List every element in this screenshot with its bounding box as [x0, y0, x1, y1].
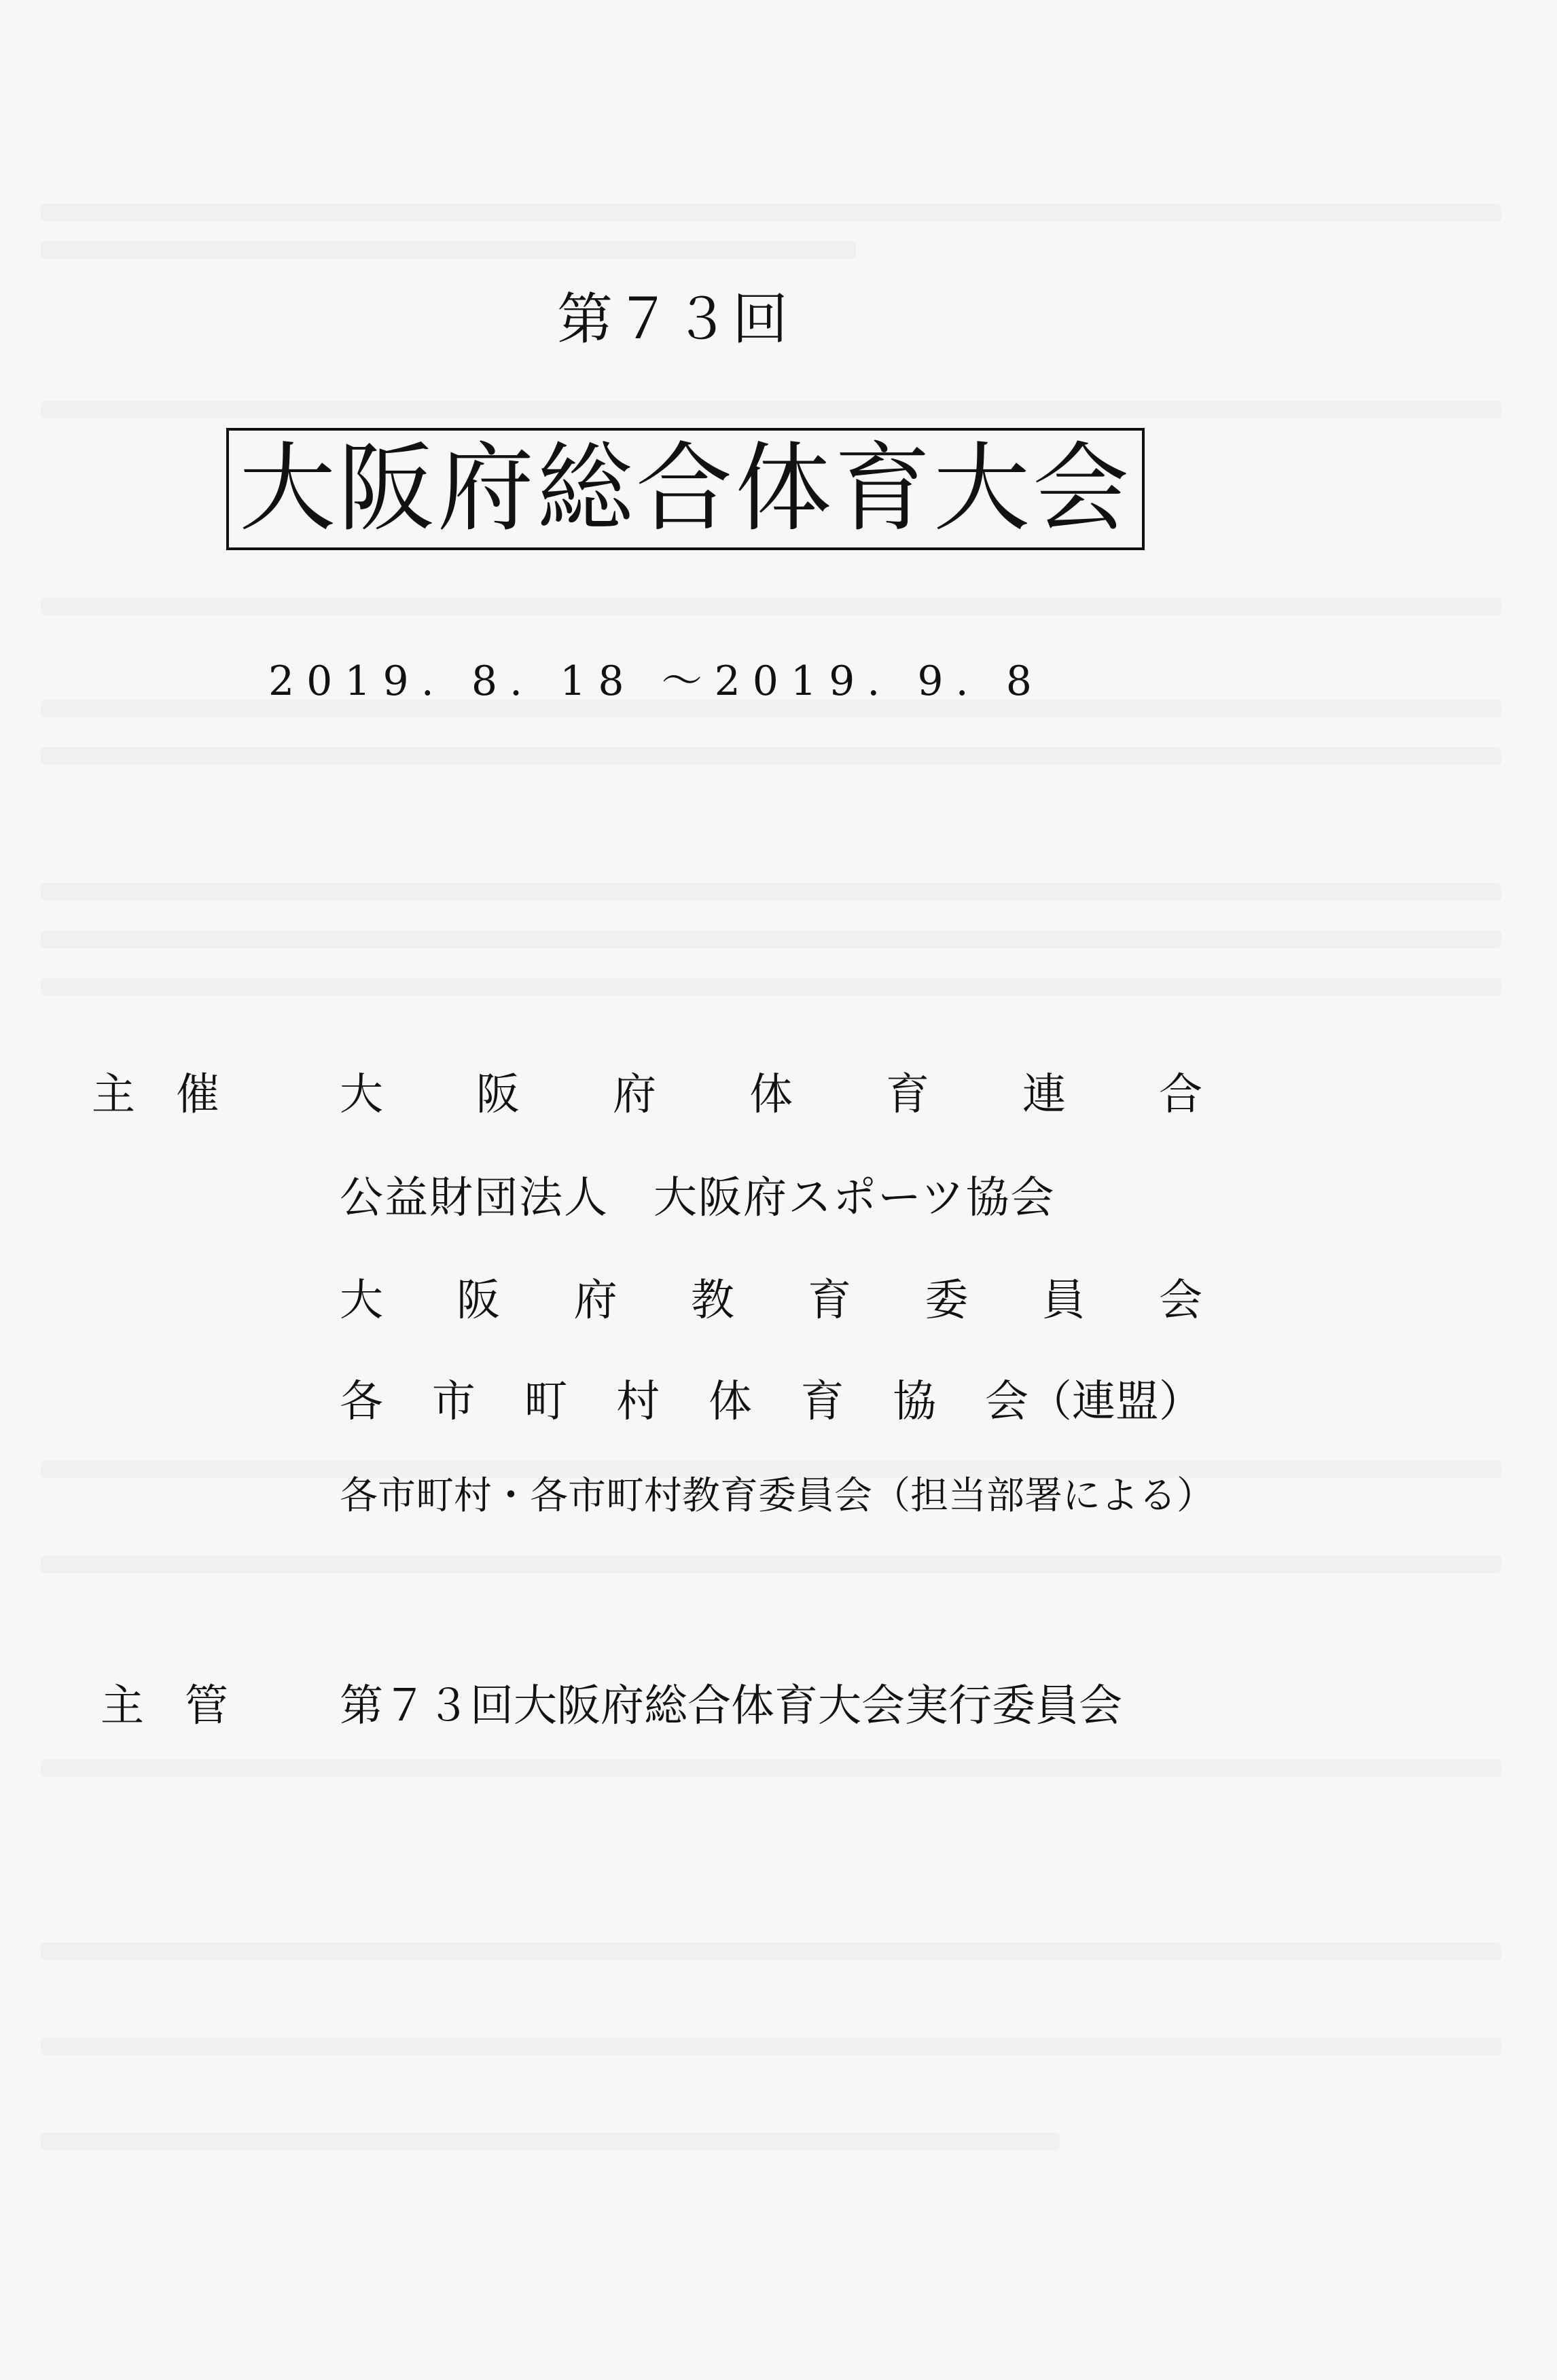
bleed-through-line — [41, 1943, 1501, 1960]
bleed-through-line — [41, 883, 1501, 901]
organizer-char: 合 — [1159, 1070, 1202, 1120]
organizer-char: 会 — [1158, 1276, 1202, 1326]
organizer-char: 体 — [708, 1377, 752, 1427]
organizer-char: 各 — [340, 1377, 383, 1427]
organizer-char: 阪 — [476, 1070, 520, 1120]
organizer-char: 教 — [690, 1276, 734, 1326]
organizer-char: 協 — [893, 1377, 937, 1427]
organizer-char: 大 — [340, 1276, 383, 1326]
bleed-through-line — [41, 204, 1501, 221]
organizer-line-5: 各市町村・各市町村教育委員会（担当部署による） — [340, 1474, 1215, 1518]
organizer-char: 育 — [808, 1276, 852, 1326]
organizer-line-4 — [340, 1367, 1202, 1429]
bleed-through-line — [41, 2038, 1501, 2055]
organizer-char: 育 — [800, 1377, 844, 1427]
bleed-through-line — [41, 598, 1501, 615]
organizer-char: 市 — [431, 1377, 476, 1427]
organizer-char: 員 — [1041, 1276, 1086, 1326]
organizer-line-1 — [340, 1060, 1202, 1122]
event-dates: 2019. 8. 18 ～2019. 9. 8 — [268, 657, 1044, 705]
organizer-char: 府 — [613, 1070, 656, 1120]
bleed-through-line — [41, 978, 1501, 996]
session-number: 第７３回 — [557, 287, 791, 352]
organizer-char: 連 — [1022, 1070, 1066, 1120]
organizer-char: 町 — [524, 1377, 568, 1427]
organizer-sports-association: 公益財団法人 大阪府スポーツ協会 — [340, 1173, 1056, 1223]
organizer-label: 主催 — [92, 1070, 260, 1120]
bleed-through-line — [41, 2133, 1060, 2150]
organizer-char: 育 — [886, 1070, 929, 1120]
organizer-line-2 — [340, 1163, 1202, 1225]
manager-label: 主管 — [101, 1681, 269, 1731]
organizer-char: 委 — [925, 1276, 969, 1326]
organizer-char: 体 — [749, 1070, 793, 1120]
bleed-through-line — [41, 1759, 1501, 1777]
manager-committee: 第７３回大阪府総合体育大会実行委員会 — [340, 1681, 1122, 1731]
organizer-char: 府 — [573, 1276, 618, 1326]
organizer-char: 大 — [340, 1070, 383, 1120]
bleed-through-line — [41, 241, 856, 259]
bleed-through-line — [41, 747, 1501, 765]
bleed-through-line — [41, 401, 1501, 418]
organizer-char: 村 — [616, 1377, 660, 1427]
document-title: 大阪府総合体育大会 — [239, 433, 1132, 545]
organizer-line-3 — [340, 1265, 1202, 1328]
bleed-through-line — [41, 931, 1501, 948]
organizer-char: 会（連盟） — [984, 1377, 1202, 1427]
organizer-char: 阪 — [457, 1276, 501, 1326]
title-box — [226, 428, 1145, 550]
bleed-through-line — [41, 1555, 1501, 1573]
